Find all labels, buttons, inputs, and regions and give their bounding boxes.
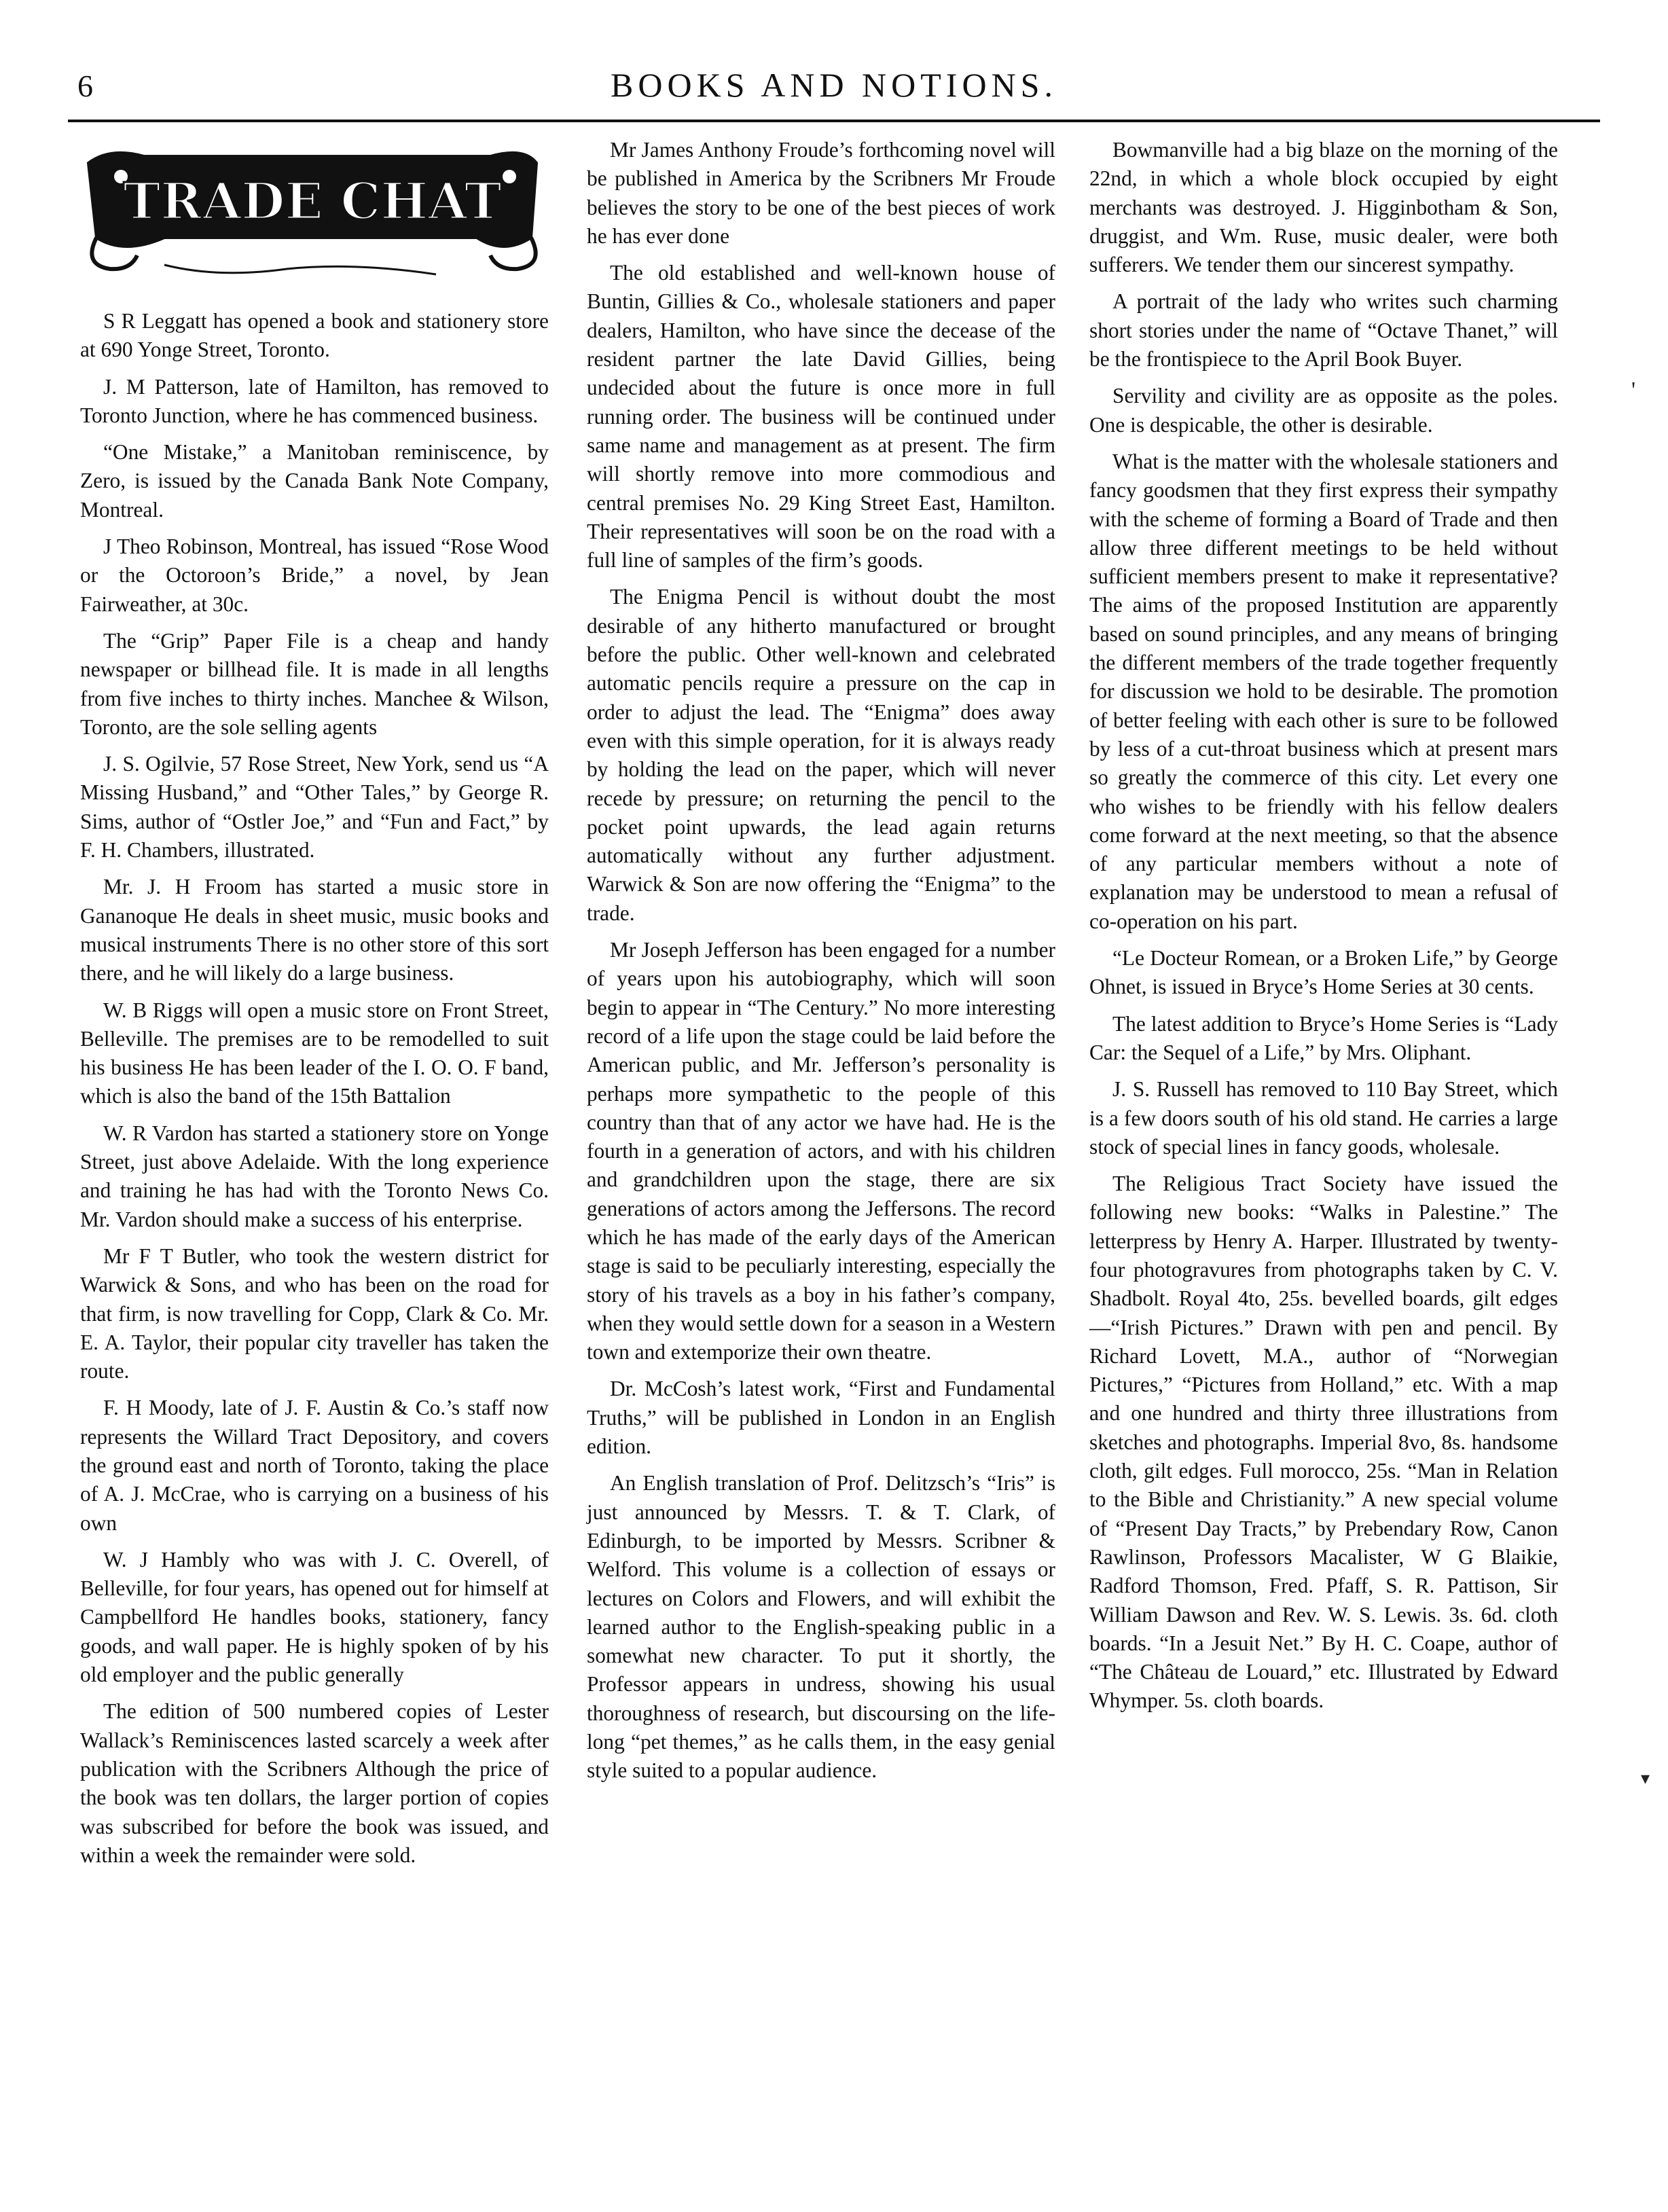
paragraph: The Religious Tract Society have issued the following new books: “Walks in Palestine.” The letterpress by Henry A. Harper. Illustrated by twenty-four photogravures from photographs taken by C. V. Shadbolt. Royal 4to, 25s. bevelled boards, gilt edges —“Irish Pictures.” Drawn with pen and pencil. By Richard Lovett, M.A., author of “Norwegian Pictures,” “Pictures from Holland,” etc. With a map and one hundred and thirty three illustrations from sketches and photographs. Imperial 8vo, 8s. handsome cloth, gilt edges. Full morocco, 25s. “Man in Relation to the Bible and Christianity.” A new special volume of “Present Day Tracts,” by Prebendary Row, Canon Rawlinson, Professors Macalister, W G Blaikie, Radford Thomson, Fred. Pfaff, S. R. Pattison, Sir William Dawson and Rev. W. S. Lewis. 3s. 6d. cloth boards. “In a Jesuit Net.” By H. C. Coape, author of “The Château de Louard,” etc. Illustrated by Edward Whymper. 5s. cloth boards. [1089,1172,1558,1713]
paragraph: The Enigma Pencil is without doubt the most desirable of any hitherto manufactured or brought before the public. Other well-known and celebrated automatic pencils require a pressure on the cap in order to adjust the lead. The “Enigma” does away even with this simple operation, for it is always ready by holding the lead on the paper, which will never recede by pressure; on returning the pencil to the pocket point upwards, the lead again returns automatically without any further adjustment. Warwick & Son are now offering the “Enigma” to the trade. [587,585,1055,925]
paragraph: Dr. McCosh’s latest work, “First and Fundamental Truths,” will be published in London in an English edition. [587,1377,1055,1459]
running-head: BOOKS AND NOTIONS. [611,66,1057,104]
column-3 [1089,136,1558,1724]
paragraph: S R Leggatt has opened a book and stationery store at 690 Yonge Street, Toronto. [80,309,549,362]
paragraph: J. S. Ogilvie, 57 Rose Street, New York, send us “A Missing Husband,” and “Other Tales,” by George R. Sims, author of “Ostler Joe,” and “Fun and Fact,” by F. H. Chambers, illustrated. [80,752,549,863]
paragraph: “One Mistake,” a Manitoban reminiscence, by Zero, is issued by the Canada Bank Note Company, Montreal. [80,440,549,522]
column-1 [80,136,549,1878]
paragraph: An English translation of Prof. Delitzsch’s “Iris” is just announced by Messrs. T. & T. Clark, of Edinburgh, to be imported by Messrs. Scribner & Welford. This volume is a collection of essays or lectures on Colors and Flowers, and will exhibit the learned author to the English-speaking public in a somewhat new character. To put it shortly, the Professor appears in undress, showing his usual thoroughness of research, but discoursing on the life-long “pet themes,” as he calls them, in the easy genial style suited to a popular audience. [587,1471,1055,1783]
trade-chat-banner [83,136,542,285]
paragraph: W. B Riggs will open a music store on Front Street, Belleville. The premises are to be remodelled to suit his business He has been leader of the I. O. O. F band, which is also the band of the 15th Battalion [80,998,549,1108]
paragraph: F. H Moody, late of J. F. Austin & Co.’s staff now represents the Willard Tract Depository, and covers the ground east and north of Toronto, taking the place of A. J. McCrae, who is carrying on a business of his own [80,1396,549,1535]
page-number: 6 [77,69,93,103]
column-2 [587,136,1055,1794]
paragraph: The old established and well-known house of Buntin, Gillies & Co., wholesale stationers and paper dealers, Hamilton, who have since the decease of the resident partner the late David Gillies, being undecided about the future is once more in full running order. The business will be continued under same name and management as at present. The firm will shortly remove into more commodious and central premises No. 29 King Street East, Hamilton. Their representatives will soon be on the road with a full line of samples of the firm’s goods. [587,261,1055,573]
paragraph: Servility and civility are as opposite as the poles. One is despicable, the other is desirable. [1089,384,1558,437]
paragraph: J Theo Robinson, Montreal, has issued “Rose Wood or the Octoroon’s Bride,” a novel, by Jean Fairweather, at 30c. [80,534,549,616]
margin-tick-mark: ' [1631,378,1636,403]
paragraph: The latest addition to Bryce’s Home Series is “Lady Car: the Sequel of a Life,” by Mrs. Oliphant. [1089,1011,1558,1064]
page-header [68,65,1600,114]
paragraph: Mr James Anthony Froude’s forthcoming novel will be published in America by the Scribners Mr Froude believes the story to be one of the best pieces of work he has ever done [587,138,1055,248]
paragraph: W. R Vardon has started a stationery store on Yonge Street, just above Adelaide. With the long experience and training he has had with the Toronto News Co. Mr. Vardon should make a success of his enterprise. [80,1121,549,1231]
paragraph: Mr Joseph Jefferson has been engaged for a number of years upon his autobiography, which will soon begin to appear in “The Century.” No more interesting record of a life upon the stage could be laid before the American public, and Mr. Jefferson’s personality is perhaps more sympathetic to the people of this country than that of any actor we have had. He is the fourth in a generation of actors, and with his children and grandchildren upon the stage, there are six generations of actors among the Jeffersons. The record which he has made of the early days of the American stage is said to be peculiarly interesting, especially the story of his travels as a boy in his father’s company, when they would settle down for a season in a Western town and extemporize their own theatre. [587,938,1055,1364]
paragraph: “Le Docteur Romean, or a Broken Life,” by George Ohnet, is issued in Bryce’s Home Series at 30 cents. [1089,946,1558,999]
paragraph: Mr. J. H Froom has started a music store in Gananoque He deals in sheet music, music books and musical instruments There is no other store of this sort there, and he will likely do a large business. [80,875,549,985]
paragraph: What is the matter with the wholesale stationers and fancy goodsmen that they first express their sympathy with the scheme of forming a Board of Trade and then allow three different meetings to be held without sufficient members present to make it representative? The aims of the proposed Institution are apparently based on sound principles, and any means of bringing the different members of the trade together frequently for discussion we hold to be desirable. The promotion of better feeling with each other is sure to be followed by less of a cut-throat business which at present mars so greatly the commerce of this city. Let every one who wishes to be friendly with his fellow dealers come forward at the next meeting, so that the absence of any particular members without a note of explanation may be understood to mean a refusal of co-operation on his part. [1089,449,1558,933]
paragraph: Mr F T Butler, who took the western district for Warwick & Sons, and who has been on the road for that firm, is now travelling for Copp, Clark & Co. Mr. E. A. Taylor, their popular city traveller has taken the route. [80,1244,549,1383]
header-rule [68,120,1600,122]
margin-bullet-mark: ▾ [1641,1769,1650,1788]
paragraph: W. J Hambly who was with J. C. Overell, of Belleville, for four years, has opened out for himself at Campbellford He handles books, stationery, fancy goods, and wall paper. He is highly spoken of by his old employer and the public generally [80,1547,549,1687]
paragraph: J. M Patterson, late of Hamilton, has removed to Toronto Junction, where he has commenced business. [80,374,549,427]
banner-label: TRADE CHAT [123,173,502,231]
banner-label-layer [83,136,542,285]
paragraph: Bowmanville had a big blaze on the morning of the 22nd, in which a whole block occupied by eight merchants was destroyed. J. Higginbotham & Son, druggist, and Wm. Ruse, music dealer, were both sufferers. We tender them our sincerest sympathy. [1089,138,1558,277]
paragraph: J. S. Russell has removed to 110 Bay Street, which is a few doors south of his old stand. He carries a large stock of special lines in fancy goods, wholesale. [1089,1077,1558,1159]
column-1-text [80,307,549,1870]
paragraph: The “Grip” Paper File is a cheap and handy newspaper or billhead file. It is made in all lengths from five inches to thirty inches. Manchee & Wilson, Toronto, are the sole selling agents [80,628,549,739]
paragraph: A portrait of the lady who writes such charming short stories under the name of “Octave Thanet,” will be the frontispiece to the April Book Buyer. [1089,289,1558,371]
paragraph: The edition of 500 numbered copies of Lester Wallack’s Reminiscences lasted scarcely a week after publication with the Scribners Although the price of the book was ten dollars, the larger portion of copies was subscribed for before the book was issued, and within a week the remainder were sold. [80,1699,549,1867]
